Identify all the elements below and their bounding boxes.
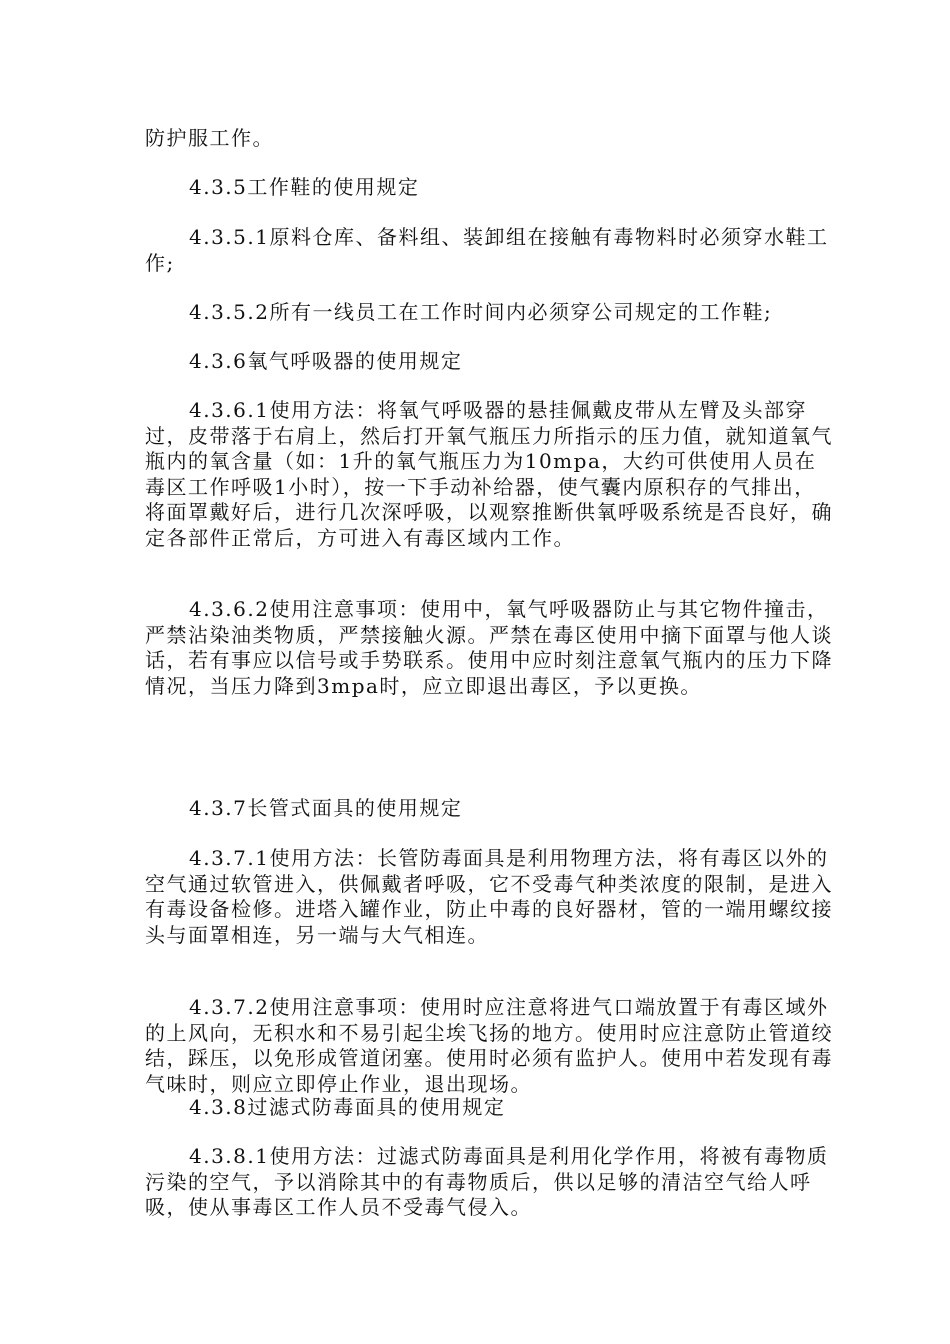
heading-4-3-8: 4.3.8过滤式防毒面具的使用规定 — [189, 1095, 506, 1119]
paragraph-4-3-7-1: 4.3.7.1使用方法：长管防毒面具是利用物理方法，将有毒区以外的空气通过软管进入，供佩戴者呼吸，它不受毒气种类浓度的限制，是进入有毒设备检修。进塔入罐作业，防止中毒的良好器材，管的一端用螺纹接头与面罩相连，另一端与大气相连。 — [145, 846, 833, 947]
paragraph-4-3-6-1: 4.3.6.1使用方法：将氧气呼吸器的悬挂佩戴皮带从左臂及头部穿过，皮带落于右肩上，然后打开氧气瓶压力所指示的压力值，就知道氧气瓶内的氧含量（如：1升的氧气瓶压力为10mpa，大约可供使用人员在毒区工作呼吸1小时），按一下手动补给器，使气囊内原积存的气排出，将面罩戴好后，进行几次深呼吸，以观察推断供氧呼吸系统是否良好，确定各部件正常后，方可进入有毒区域内工作。 — [145, 398, 833, 550]
paragraph-4-3-8-1: 4.3.8.1使用方法：过滤式防毒面具是利用化学作用，将被有毒物质污染的空气，予以消除其中的有毒物质后，供以足够的清洁空气给人呼吸，使从事毒区工作人员不受毒气侵入。 — [145, 1144, 829, 1219]
paragraph-continuation: 防护服工作。 — [145, 126, 274, 150]
heading-4-3-6: 4.3.6氧气呼吸器的使用规定 — [189, 349, 463, 373]
heading-4-3-5: 4.3.5工作鞋的使用规定 — [189, 175, 420, 199]
heading-4-3-7: 4.3.7长管式面具的使用规定 — [189, 796, 463, 820]
paragraph-4-3-5-2: 4.3.5.2所有一线员工在工作时间内必须穿公司规定的工作鞋; — [189, 300, 773, 324]
paragraph-4-3-7-2: 4.3.7.2使用注意事项：使用时应注意将进气口端放置于有毒区域外的上风向，无积水和不易引起尘埃飞扬的地方。使用时应注意防止管道绞结，踩压，以免形成管道闭塞。使用时必须有监护人。使用中若发现有毒气味时，则应立即停止作业，退出现场。 — [145, 995, 833, 1096]
paragraph-4-3-6-2: 4.3.6.2使用注意事项：使用中，氧气呼吸器防止与其它物件撞击，严禁沾染油类物质，严禁接触火源。严禁在毒区使用中摘下面罩与他人谈话，若有事应以信号或手势联系。使用中应时刻注意氧气瓶内的压力下降情况，当压力降到3mpa时，应立即退出毒区，予以更换。 — [145, 597, 833, 698]
paragraph-4-3-5-1: 4.3.5.1原料仓库、备料组、装卸组在接触有毒物料时必须穿水鞋工作; — [145, 225, 829, 275]
